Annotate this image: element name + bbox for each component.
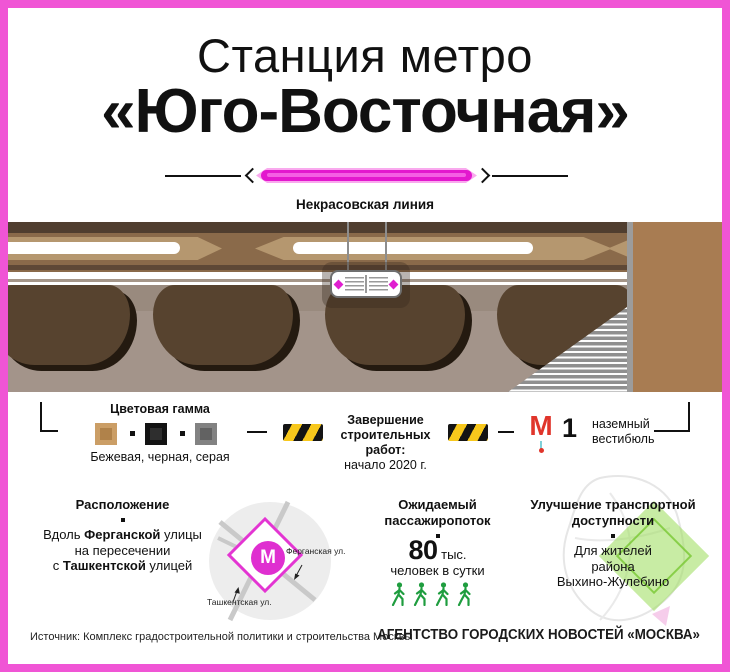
right-bracket-vertical xyxy=(688,402,690,432)
location-line1-bold: Ферганской xyxy=(84,527,161,542)
vestibule-label-line1: наземный xyxy=(592,417,650,431)
vestibule-count: 1 xyxy=(562,413,578,443)
completion-note xyxy=(321,413,450,473)
traffic-value-row xyxy=(370,535,505,565)
right-chevron-icon xyxy=(475,168,491,184)
location-block xyxy=(25,497,220,574)
hanging-sign xyxy=(330,270,402,298)
pedestrian-icon xyxy=(456,582,473,606)
swatch-black xyxy=(145,423,167,445)
page-title-line2: «Юго-Восточная» xyxy=(101,77,629,146)
pedestrian-icon xyxy=(412,582,429,606)
line-name-label: Некрасовская линия xyxy=(295,197,435,212)
location-line3-bold: Ташкентской xyxy=(62,558,146,573)
traffic-heading-line1: Ожидаемый xyxy=(398,497,477,512)
palette-caption: Бежевая, черная, серая xyxy=(90,450,230,464)
line-color-capsule xyxy=(256,168,477,183)
ceiling-edge-line xyxy=(8,265,627,270)
palette-title: Цветовая гамма xyxy=(110,402,210,416)
pedestrian-icon xyxy=(434,582,451,606)
pedestrian-icon xyxy=(390,582,407,606)
agency-credit: АГЕНТСТВО ГОРОДСКИХ НОВОСТЕЙ «МОСКВА» xyxy=(377,627,700,643)
completion-line3: начало 2020 г. xyxy=(344,458,427,472)
traffic-unit: тыс. xyxy=(441,547,467,562)
location-line3-post: улицей xyxy=(145,558,193,573)
vestibule-wall xyxy=(633,222,722,392)
location-line1-post: улицы xyxy=(160,527,202,542)
street-label-ferganskaya: Ферганская ул. xyxy=(286,546,346,556)
sign-text-block xyxy=(369,277,388,291)
line-color-core xyxy=(261,170,472,181)
bullet-separator xyxy=(611,534,615,538)
access-block xyxy=(513,497,713,590)
swatch-separator-dot xyxy=(180,431,185,436)
location-heading: Расположение xyxy=(75,497,170,512)
location-line2: на пересечении xyxy=(74,542,171,558)
location-line3 xyxy=(25,558,220,574)
station-illustration xyxy=(8,222,722,392)
vestibule-label xyxy=(592,417,654,447)
location-line1-pre: Вдоль xyxy=(43,527,85,542)
sign-dot-icon xyxy=(389,279,399,289)
left-bracket-horizontal xyxy=(40,430,58,432)
swatch-separator-dot xyxy=(130,431,135,436)
access-heading-line1: Улучшение транспортной xyxy=(530,497,696,512)
right-bracket-horizontal xyxy=(654,430,690,432)
metro-sign-pole-dot xyxy=(539,448,544,453)
traffic-block xyxy=(370,497,505,578)
map-metro-icon: М xyxy=(251,541,285,575)
traffic-heading-line2: пассажиропоток xyxy=(384,513,491,528)
completion-line1: Завершение xyxy=(347,413,424,427)
access-line3: Выхино-Жулебино xyxy=(556,574,670,589)
location-map xyxy=(200,498,346,628)
sign-dot-icon xyxy=(334,279,344,289)
right-rule xyxy=(492,175,568,177)
vestibule-label-line2: вестибюль xyxy=(592,432,655,446)
traffic-value: 80 xyxy=(408,535,438,565)
location-line3-pre: с xyxy=(52,558,63,573)
arch-shape xyxy=(153,285,293,365)
traffic-caption: человек в сутки xyxy=(390,562,485,578)
hazard-stripe-icon xyxy=(448,424,488,441)
cornice-white-band xyxy=(8,272,627,279)
metro-line-indicator xyxy=(0,166,730,188)
swatch-beige xyxy=(95,423,117,445)
street-label-tashkentskaya: Ташкентская ул. xyxy=(207,597,272,607)
completion-line2: строительных работ: xyxy=(340,428,431,457)
page-title-line1: Станция метро xyxy=(197,29,533,82)
metro-logo-icon: М xyxy=(529,410,553,441)
source-note: Источник: Комплекс градостроительной политики и строительства Москвы xyxy=(30,631,413,643)
location-line1 xyxy=(25,527,220,543)
left-bracket-vertical xyxy=(40,402,42,432)
swatch-gray xyxy=(195,423,217,445)
left-rule xyxy=(165,175,241,177)
arch-shape xyxy=(8,285,130,365)
access-line2: района xyxy=(591,558,635,574)
sign-text-block xyxy=(345,277,364,291)
light-strip xyxy=(8,242,180,254)
pedestrian-icons xyxy=(390,582,490,606)
sign-divider xyxy=(365,275,367,293)
access-line1: Для жителей xyxy=(574,543,652,558)
bullet-separator xyxy=(121,518,125,522)
access-heading-line2: доступности xyxy=(571,513,655,528)
connector-dash xyxy=(247,431,267,433)
hazard-stripe-icon xyxy=(283,424,323,441)
ceiling-top-strip xyxy=(8,222,627,233)
connector-dash xyxy=(498,431,514,433)
light-panel xyxy=(608,237,627,260)
light-strip xyxy=(293,242,533,254)
